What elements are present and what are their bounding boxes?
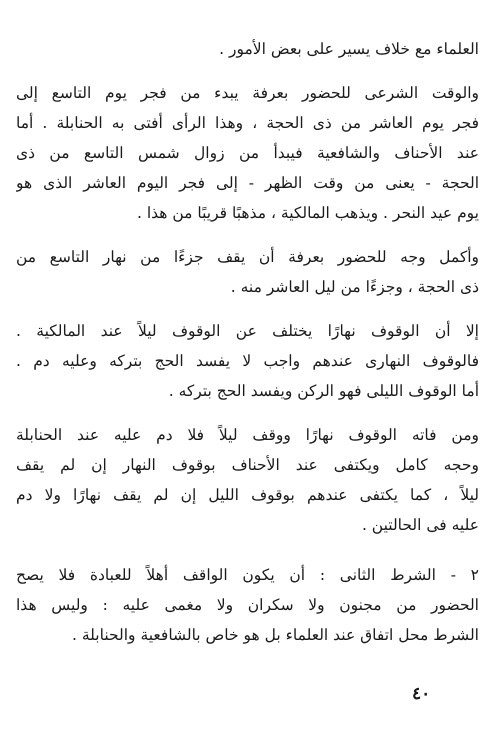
text-line: ليلاً ، كما يكتفى عندهم بوقوف الليل إن لم يقف نهارًا ولا دم — [16, 486, 479, 504]
paragraph-2 — [16, 78, 479, 228]
page-text — [16, 34, 479, 650]
paragraph-5 — [16, 420, 479, 540]
text-line: فالوقوف النهارى عندهم واجب لا يفسد الحج بتركه وعليه دم . — [16, 352, 479, 370]
text-line: الشرط محل اتفاق عند العلماء بل هو خاص بالشافعية والحنابلة . — [71, 626, 479, 644]
text-line: الحجة - يعنى من وقت الظهر - إلى فجر اليوم العاشر الذى هو — [16, 174, 479, 192]
section-heading-line: ٢ - الشرط الثانى : أن يكون الواقف أهلاً للعبادة فلا يصح — [16, 566, 479, 584]
text-line: عند الأحناف والشافعية فيبدأ من زوال شمس التاسع من ذى — [16, 144, 479, 162]
text-line: فجر يوم العاشر من ذى الحجة ، وهذا الرأى أفتى به الحنابلة . أما — [16, 114, 479, 132]
text-line: أما الوقوف الليلى فهو الركن ويفسد الحج بتركه . — [168, 382, 479, 400]
text-line: إلا أن الوقوف نهارًا يختلف عن الوقوف ليلاً عند المالكية . — [16, 322, 479, 340]
paragraph-4 — [16, 316, 479, 406]
paragraph-6-condition-two — [16, 560, 479, 650]
text-line: يوم عيد النحر . ويذهب المالكية ، مذهبًا قريبًا من هذا . — [136, 204, 479, 222]
text-line: وأكمل وجه للحضور بعرفة أن يقف جزءًا من نهار التاسع من — [16, 248, 479, 266]
text-line: ومن فاته الوقوف نهارًا ووقف ليلاً فلا دم عليه عند الحنابلة — [16, 426, 479, 444]
text-line: ذى الحجة ، وجزءًا من ليل العاشر منه . — [230, 278, 479, 296]
paragraph-3 — [16, 242, 479, 302]
paragraph-1 — [16, 34, 479, 64]
text-line: وحجه كامل ويكتفى عند الأحناف بوقوف النهار إن لم يقف — [16, 456, 479, 474]
page-number: ٤٠ — [412, 684, 431, 704]
text-line: الحضور من مجنون ولا سكران ولا مغمى عليه : وليس هذا — [16, 596, 479, 614]
text-line: العلماء مع خلاف يسير على بعض الأمور . — [219, 40, 479, 58]
text-line: والوقت الشرعى للحضور بعرفة يبدء من فجر يوم التاسع إلى — [16, 84, 479, 102]
text-line: عليه فى الحالتين . — [361, 516, 479, 534]
